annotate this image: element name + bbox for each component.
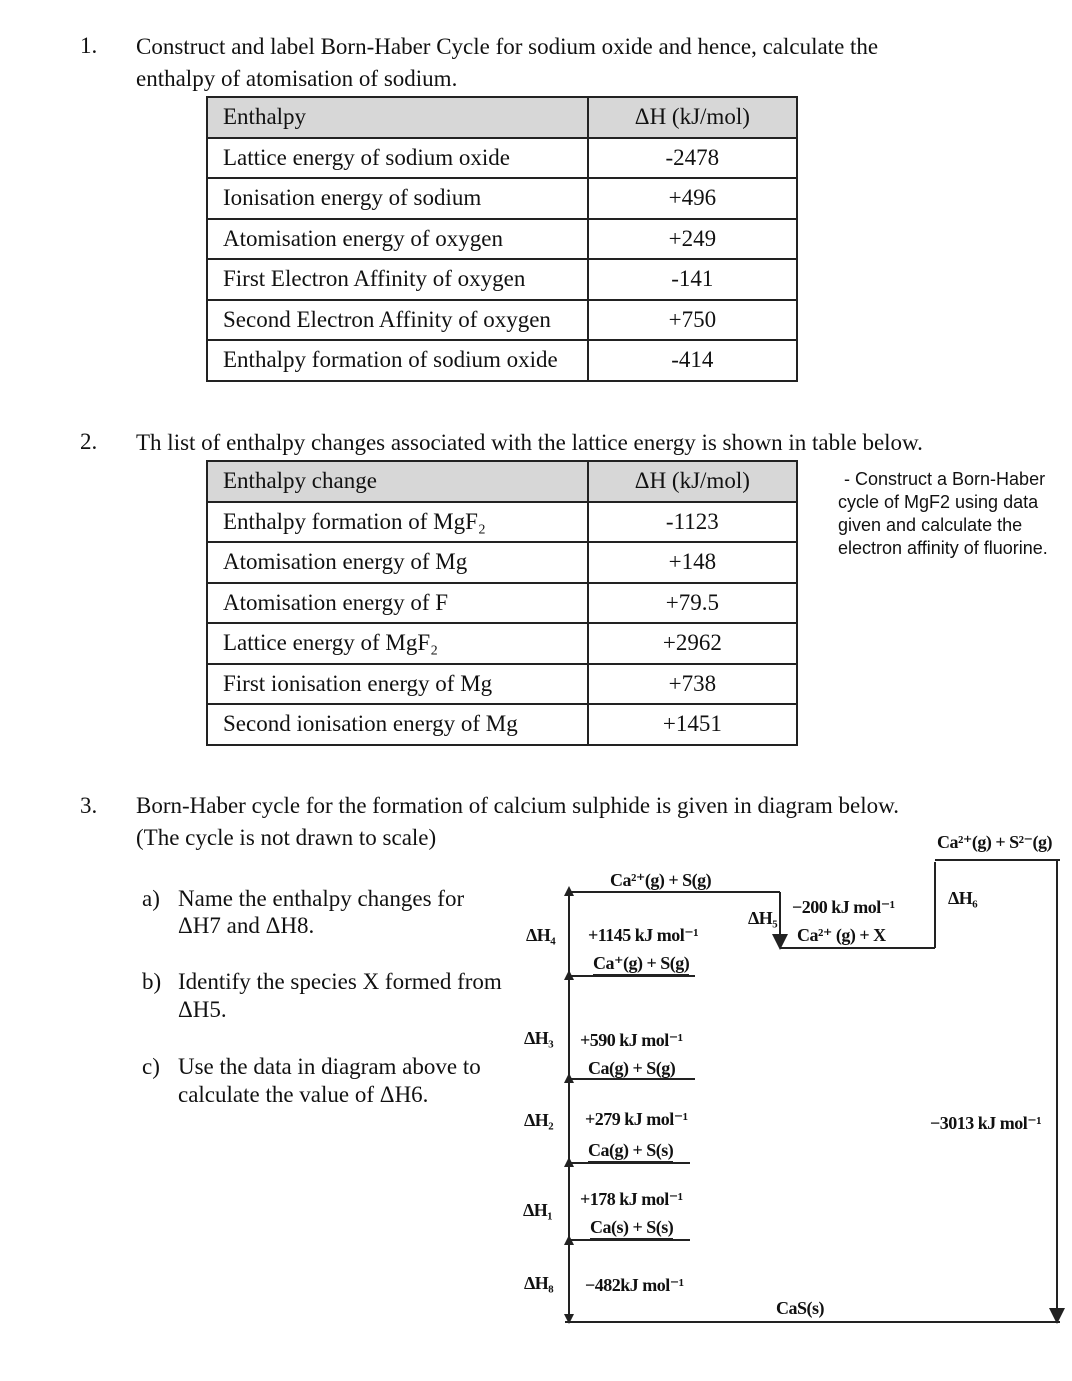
row-value: -414 [588, 340, 797, 381]
row-label: First ionisation energy of Mg [207, 664, 588, 705]
part-a-line1: Name the enthalpy changes for [178, 886, 465, 911]
label-dh4-value: +1145 kJ mol⁻¹ [588, 925, 699, 945]
q3-line2: (The cycle is not drawn to scale) [136, 825, 437, 850]
q2-line1: Th list of enthalpy changes associated with the lattice energy is shown in table below. [136, 430, 923, 455]
label-ca-s-s: Ca(s) + S(s) [590, 1217, 674, 1237]
label-dh3-value: +590 kJ mol⁻¹ [580, 1030, 683, 1050]
row-value: +750 [588, 300, 797, 341]
part-c-line1: Use the data in diagram above to [178, 1054, 481, 1079]
note-line: electron affinity of fluorine. [838, 538, 1048, 558]
part-b-line2: ΔH5. [178, 997, 227, 1022]
label-dh2: ΔH₂ [524, 1110, 554, 1130]
label-dh3: ΔH₃ [524, 1028, 554, 1048]
row-label: Atomisation energy of oxygen [207, 219, 588, 260]
label-dh5-value: −200 kJ mol⁻¹ [792, 897, 895, 917]
row-label: First Electron Affinity of oxygen [207, 259, 588, 300]
label-dh1-value: +178 kJ mol⁻¹ [580, 1189, 683, 1209]
part-b-line1: Identify the species X formed from [178, 969, 502, 994]
note-line: given and calculate the [838, 515, 1023, 535]
row-label: Atomisation energy of F [207, 583, 588, 624]
label-x-level: Ca²⁺ (g) + X [797, 925, 886, 945]
q3-number: 3. [80, 793, 98, 818]
row-label: Lattice energy of MgF₂ [207, 623, 588, 664]
row-label: Enthalpy formation of MgF₂ [207, 502, 588, 543]
label-top-right: Ca²⁺(g) + S²⁻(g) [937, 832, 1053, 852]
label-ca-g: Ca(g) + S(g) [588, 1058, 676, 1078]
part-b-letter: b) [142, 969, 162, 994]
q1-number: 1. [80, 33, 98, 58]
label-cas: CaS(s) [776, 1298, 825, 1318]
label-dh2-value: +279 kJ mol⁻¹ [585, 1109, 688, 1129]
row-label: Second Electron Affinity of oxygen [207, 300, 588, 341]
label-dh5: ΔH₅ [748, 908, 778, 928]
note-line: - Construct a Born-Haber [844, 469, 1046, 489]
label-dh8-value: −482kJ mol⁻¹ [585, 1275, 684, 1295]
label-dh7-value: −3013 kJ mol⁻¹ [930, 1113, 1042, 1133]
row-value: +1451 [588, 704, 797, 745]
column-header: ΔH (kJ/mol) [588, 97, 797, 138]
label-dh8: ΔH₈ [524, 1273, 554, 1293]
row-value: -2478 [588, 138, 797, 179]
label-ca-s-g: Ca(g) + S(s) [588, 1140, 674, 1160]
row-value: +148 [588, 542, 797, 583]
column-header: Enthalpy [207, 97, 588, 138]
part-a-letter: a) [142, 886, 160, 911]
row-label: Atomisation energy of Mg [207, 542, 588, 583]
part-c-line2: calculate the value of ΔH6. [178, 1082, 429, 1107]
row-value: -1123 [588, 502, 797, 543]
row-value: +249 [588, 219, 797, 260]
column-header: Enthalpy change [207, 461, 588, 502]
part-a-line2: ΔH7 and ΔH8. [178, 913, 315, 938]
row-value: +79.5 [588, 583, 797, 624]
label-ca-plus: Ca⁺(g) + S(g) [593, 953, 690, 973]
row-value: -141 [588, 259, 797, 300]
part-c-letter: c) [142, 1054, 160, 1079]
row-label: Enthalpy formation of sodium oxide [207, 340, 588, 381]
row-label: Ionisation energy of sodium [207, 178, 588, 219]
note-line: cycle of MgF2 using data [838, 492, 1039, 512]
label-ca2-s: Ca²⁺(g) + S(g) [610, 870, 712, 890]
row-label: Second ionisation energy of Mg [207, 704, 588, 745]
label-dh1: ΔH₁ [523, 1200, 553, 1220]
q3-line1: Born-Haber cycle for the formation of calcium sulphide is given in diagram below. [136, 793, 900, 818]
label-dh4: ΔH₄ [526, 925, 556, 945]
row-label: Lattice energy of sodium oxide [207, 138, 588, 179]
q1-line2: enthalpy of atomisation of sodium. [136, 66, 458, 91]
q1-line1: Construct and label Born-Haber Cycle for sodium oxide and hence, calculate the [136, 34, 879, 59]
row-value: +496 [588, 178, 797, 219]
label-dh6: ΔH₆ [948, 888, 978, 908]
row-value: +738 [588, 664, 797, 705]
row-value: +2962 [588, 623, 797, 664]
q2-number: 2. [80, 429, 98, 454]
column-header: ΔH (kJ/mol) [588, 461, 797, 502]
